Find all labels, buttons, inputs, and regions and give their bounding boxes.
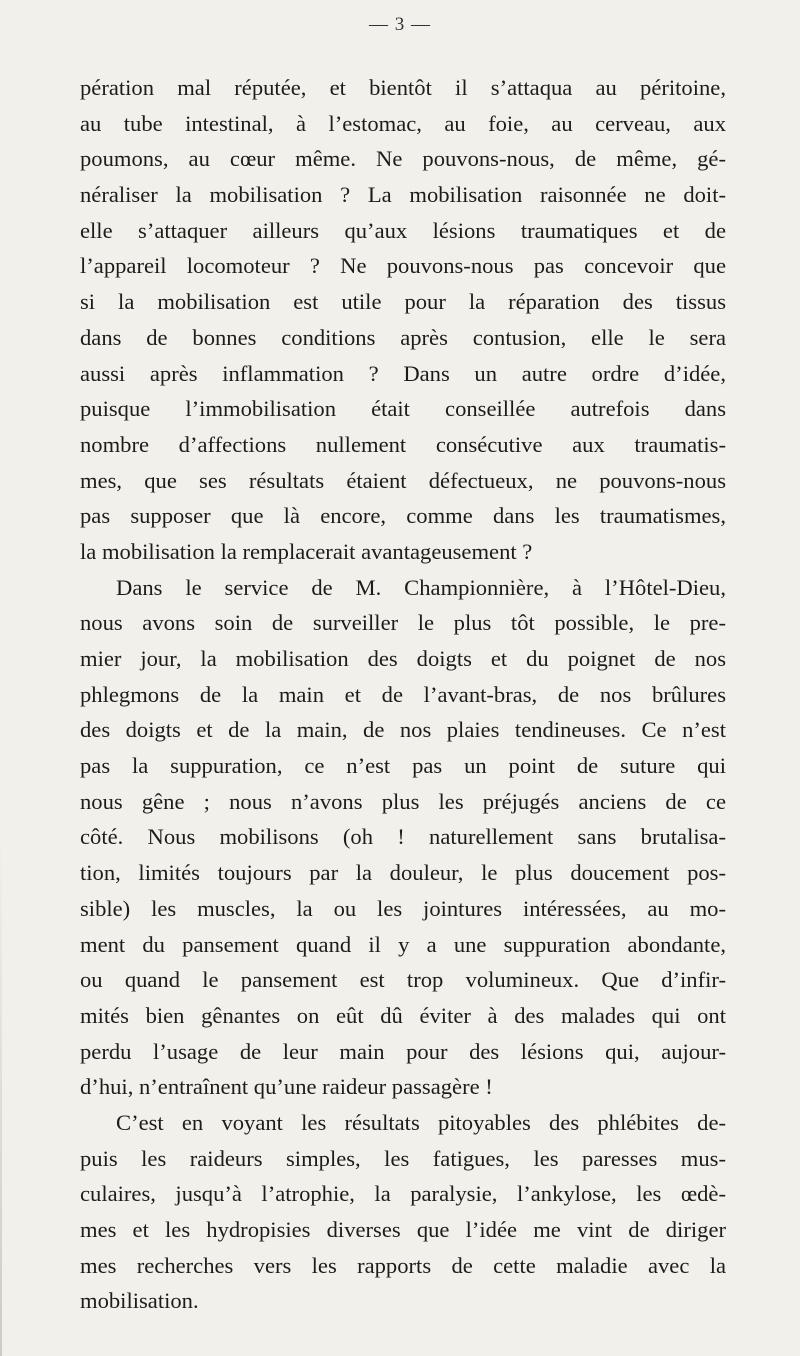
text-line: sible) les muscles, la ou les jointures intéressées, au mo- xyxy=(80,895,726,921)
text-line: des doigts et de la main, de nos plaies tendineuses. Ce n’est xyxy=(80,717,726,743)
text-line: puis les raideurs simples, les fatigues, les paresses mus- xyxy=(80,1145,726,1171)
text-line: pération mal réputée, et bientôt il s’attaqua au péritoine, xyxy=(80,75,726,100)
text-line: néraliser la mobilisation ? La mobilisation raisonnée ne doit- xyxy=(80,182,726,208)
text-line: mes recherches vers les rapports de cette maladie avec la xyxy=(80,1252,726,1278)
text-line: dans de bonnes conditions après contusion, elle le sera xyxy=(80,324,726,350)
text-line: mobilisation. xyxy=(80,1288,199,1314)
text-line: pas la suppuration, ce n’est pas un point de suture qui xyxy=(80,753,726,779)
text-line: poumons, au cœur même. Ne pouvons-nous, de même, gé- xyxy=(80,146,726,172)
text-line: nous gêne ; nous n’avons plus les préjugés anciens de ce xyxy=(80,788,726,814)
text-line: phlegmons de la main et de l’avant-bras, de nos brûlures xyxy=(80,681,726,707)
text-line: côté. Nous mobilisons (oh ! naturellement sans brutalisa- xyxy=(80,824,726,850)
text-line: nombre d’affections nullement consécutive aux traumatis- xyxy=(80,431,726,457)
text-line: d’hui, n’entraînent qu’une raideur passagère ! xyxy=(80,1074,493,1100)
text-line: puisque l’immobilisation était conseillée autrefois dans xyxy=(80,396,726,422)
text-line: mes et les hydropisies diverses que l’idée me vint de diriger xyxy=(80,1217,726,1242)
text-line: pas supposer que là encore, comme dans les traumatismes, xyxy=(80,503,726,529)
text-line: mier jour, la mobilisation des doigts et du poignet de nos xyxy=(80,646,726,671)
text-line: tion, limités toujours par la douleur, le plus doucement pos- xyxy=(80,860,726,886)
text-line: si la mobilisation est utile pour la réparation des tissus xyxy=(80,289,726,315)
text-line: au tube intestinal, à l’estomac, au foie, au cerveau, aux xyxy=(80,110,726,136)
text-line: C’est en voyant les résultats pitoyables des phlébites de- xyxy=(116,1109,726,1135)
text-line: mités bien gênantes on eût dû éviter à des malades qui ont xyxy=(80,1002,726,1028)
page-number: — 3 — xyxy=(369,14,431,35)
text-line: ou quand le pansement est trop volumineux. Que d’infir- xyxy=(80,967,726,993)
text-line: ment du pansement quand il y a une suppuration abondante, xyxy=(80,931,726,957)
text-line: culaires, jusqu’à l’atrophie, la paralysie, l’ankylose, les œdè- xyxy=(80,1181,726,1207)
text-line: Dans le service de M. Championnière, à l’Hôtel-Dieu, xyxy=(116,574,726,600)
body-text xyxy=(80,70,726,1319)
text-line: aussi après inflammation ? Dans un autre ordre d’idée, xyxy=(80,360,726,386)
text-line: perdu l’usage de leur main pour des lésions qui, aujour- xyxy=(80,1038,726,1064)
page-edge-shadow xyxy=(0,830,2,1356)
text-line: elle s’attaquer ailleurs qu’aux lésions traumatiques et de xyxy=(80,217,726,243)
text-line: l’appareil locomoteur ? Ne pouvons-nous pas concevoir que xyxy=(80,253,726,279)
text-line: mes, que ses résultats étaient défectueux, ne pouvons-nous xyxy=(80,467,726,493)
text-line: la mobilisation la remplacerait avantageusement ? xyxy=(80,538,533,564)
text-line: nous avons soin de surveiller le plus tôt possible, le pre- xyxy=(80,610,726,636)
